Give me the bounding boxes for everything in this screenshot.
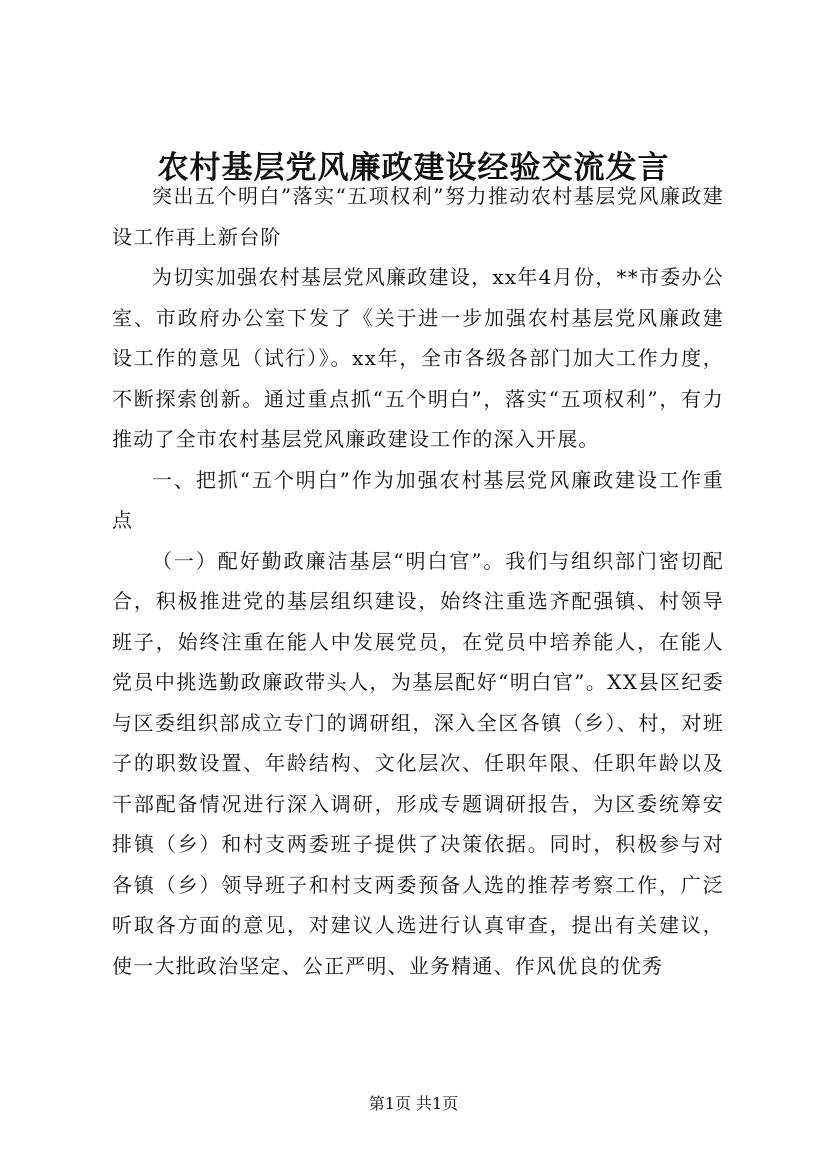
page-number-label: 第1页 共1页: [368, 1094, 459, 1113]
document-body: [112, 176, 724, 986]
section-heading: 一、把抓“五个明白”作为加强农村基层党风廉政建设工作重点: [112, 467, 724, 532]
body-paragraph: 为切实加强农村基层党风廉政建设，xx年4月份，**市委办公室、市政府办公室下发了《关于进一步加强农村基层党风廉政建设工作的意见（试行）》。xx年，全市各级各部门加大工作力度，不断探索创新。通过重点抓“五个明白”，落实“五项权利”，有力推动了全市农村基层党风廉政建设工作的深入开展。: [112, 265, 724, 451]
page-footer: [0, 1094, 827, 1114]
body-paragraph: （一）配好勤政廉洁基层“明白官”。我们与组织部门密切配合，积极推进党的基层组织建设，始终注重选齐配强镇、村领导班子，始终注重在能人中发展党员，在党员中培养能人，在能人党员中挑选勤政廉政带头人，为基层配好“明白官”。XX县区纪委与区委组织部成立专门的调研组，深入全区各镇（乡）、村，对班子的职数设置、年龄结构、文化层次、任职年限、任职年龄以及干部配备情况进行深入调研，形成专题调研报告，为区委统筹安排镇（乡）和村支两委班子提供了决策依据。同时，积极参与对各镇（乡）领导班子和村支两委预备人选的推荐考察工作，广泛听取各方面的意见，对建议人选进行认真审查，提出有关建议，使一大批政治坚定、公正严明、业务精通、作风优良的优秀: [112, 548, 724, 978]
subtitle-paragraph: 突出五个明白”落实“五项权利”努力推动农村基层党风廉政建设工作再上新台阶: [112, 184, 724, 249]
document-title: 农村基层党风廉政建设经验交流发言: [157, 150, 670, 186]
